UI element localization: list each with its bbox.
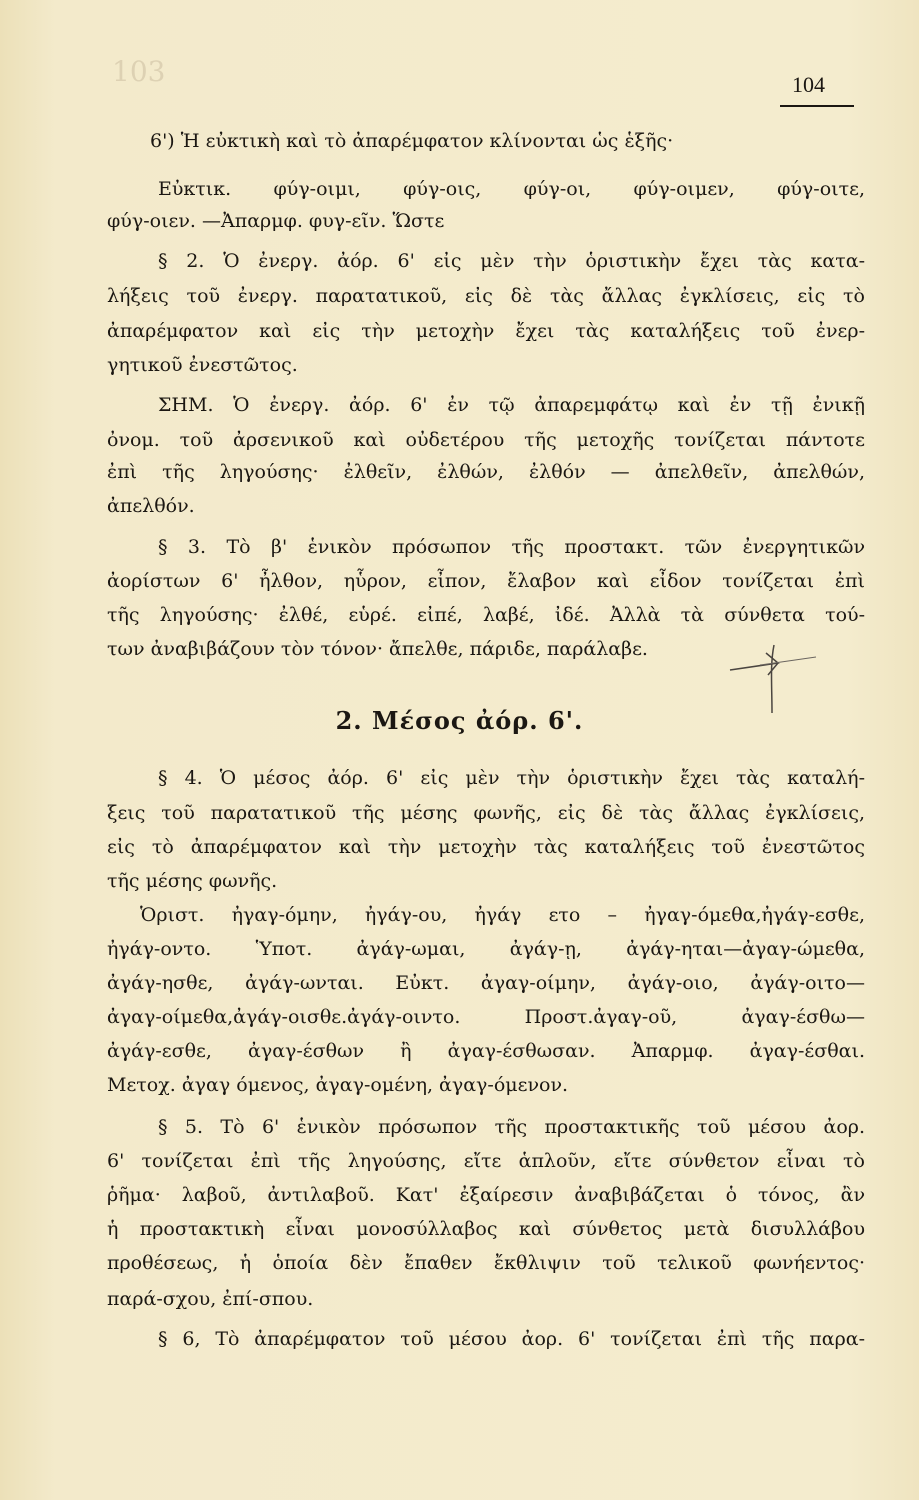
text-line: ῥῆμα· λαβοῦ, ἀντιλαβοῦ. Κατ' ἐξαίρεσιν ἀναβιβάζεται ὁ τόνος, ἂν <box>107 1184 865 1206</box>
text-line: ἀγάγ-εσθε, ἀγαγ-έσθων ἢ ἀγαγ-έσθωσαν. Ἀπαρμφ. ἀγαγ-έσθαι. <box>107 1040 865 1062</box>
text-line: εἰς τὸ ἀπαρέμφατον καὶ τὴν μετοχὴν τὰς καταλήξεις τοῦ ἐνεστῶτος <box>107 836 865 858</box>
text-line: ἐπὶ τῆς ληγούσης· ἐλθεῖν, ἐλθών, ἐλθόν — ἀπελθεῖν, ἀπελθών, <box>107 461 865 483</box>
text-line: ἡ προστακτικὴ εἶναι μονοσύλλαβος καὶ σύνθετος μετὰ δισυλλάβου <box>107 1218 865 1240</box>
section-heading: 2. Μέσος ἀόρ. 6'. <box>335 706 584 735</box>
page-number-rule <box>780 105 854 107</box>
text-line: § 4. Ὁ μέσος ἀόρ. 6' εἰς μὲν τὴν ὁριστικὴν ἔχει τὰς καταλή- <box>158 767 865 789</box>
text-line: ἀγαγ-οίμεθα,ἀγάγ-οισθε.ἀγάγ-οιντο. Προστ.ἀγαγ-οῦ, ἀγαγ-έσθω— <box>107 1006 865 1028</box>
text-line: 6') Ἡ εὐκτικὴ καὶ τὸ ἀπαρέμφατον κλίνονται ὡς ἑξῆς· <box>150 130 674 152</box>
text-line: φύγ-οιεν. —Ἀπαρμφ. φυγ-εῖν. Ὥστε <box>107 210 445 232</box>
text-line: § 5. Τὸ 6' ἑνικὸν πρόσωπον τῆς προστακτικῆς τοῦ μέσου ἀορ. <box>158 1116 865 1138</box>
bleed-through-page-number: 103 <box>112 55 166 88</box>
text-line: παρά-σχου, ἐπί-σπου. <box>107 1288 314 1310</box>
text-line: ἠγάγ-οντο. Ὑποτ. ἀγάγ-ωμαι, ἀγάγ-ῃ, ἀγάγ-ηται—ἀγαγ-ώμεθα, <box>107 938 865 960</box>
text-line: Εὐκτικ. φύγ-οιμι, φύγ-οις, φύγ-οι, φύγ-οιμεν, φύγ-οιτε, <box>158 178 865 200</box>
text-line: ἀγάγ-ησθε, ἀγάγ-ωνται. Εὐκτ. ἀγαγ-οίμην, ἀγάγ-οιο, ἀγάγ-οιτο— <box>107 972 865 994</box>
text-line: λήξεις τοῦ ἐνεργ. παρατατικοῦ, εἰς δὲ τὰς ἄλλας ἐγκλίσεις, εἰς τὸ <box>107 285 865 307</box>
text-line: Ὁριστ. ἠγαγ-όμην, ἠγάγ-ου, ἠγάγ ετο – ἠγαγ-όμεθα,ἠγάγ-εσθε, <box>140 904 865 926</box>
text-line: § 3. Τὸ β' ἑνικὸν πρόσωπον τῆς προστακτ. τῶν ἐνεργητικῶν <box>158 536 865 558</box>
text-line: ἀπελθόν. <box>107 495 195 517</box>
text-line: ἀορίστων 6' ἦλθον, ηὗρον, εἶπον, ἔλαβον καὶ εἶδον τονίζεται ἐπὶ <box>107 570 865 592</box>
text-line: ξεις τοῦ παρατατικοῦ τῆς μέσης φωνῆς, εἰς δὲ τὰς ἄλλας ἐγκλίσεις, <box>107 802 865 824</box>
text-line: Μετοχ. ἀγαγ όμενος, ἀγαγ-ομένη, ἀγαγ-όμενον. <box>107 1074 569 1096</box>
text-line: ἀπαρέμφατον καὶ εἰς τὴν μετοχὴν ἔχει τὰς καταλήξεις τοῦ ἐνερ- <box>107 320 865 342</box>
text-line: γητικοῦ ἐνεστῶτος. <box>107 354 298 376</box>
text-line: τῆς μέσης φωνῆς. <box>107 870 278 892</box>
text-line: ΣΗΜ. Ὁ ἐνεργ. ἀόρ. 6' ἐν τῷ ἀπαρεμφάτῳ καὶ ἐν τῇ ἐνικῇ <box>158 394 865 416</box>
text-line: 6' τονίζεται ἐπὶ τῆς ληγούσης, εἴτε ἁπλοῦν, εἴτε σύνθετον εἶναι τὸ <box>107 1150 865 1172</box>
page-number: 104 <box>792 72 825 97</box>
text-line: § 2. Ὁ ἐνεργ. ἀόρ. 6' εἰς μὲν τὴν ὁριστικὴν ἔχει τὰς κατα- <box>158 250 865 272</box>
text-line: των ἀναβιβάζουν τὸν τόνον· ἄπελθε, πάριδε, παράλαβε. <box>107 638 648 660</box>
text-line: τῆς ληγούσης· ἐλθέ, εὑρέ. εἰπέ, λαβέ, ἰδέ. Ἀλλὰ τὰ σύνθετα τού- <box>107 604 865 626</box>
text-line: προθέσεως, ἡ ὁποία δὲν ἔπαθεν ἔκθλιψιν τοῦ τελικοῦ φωνήεντος· <box>107 1252 865 1274</box>
text-line: ὀνομ. τοῦ ἀρσενικοῦ καὶ οὐδετέρου τῆς μετοχῆς τονίζεται πάντοτε <box>107 429 865 451</box>
text-line: § 6, Τὸ ἀπαρέμφατον τοῦ μέσου ἀορ. 6' τονίζεται ἐπὶ τῆς παρα- <box>158 1328 865 1350</box>
